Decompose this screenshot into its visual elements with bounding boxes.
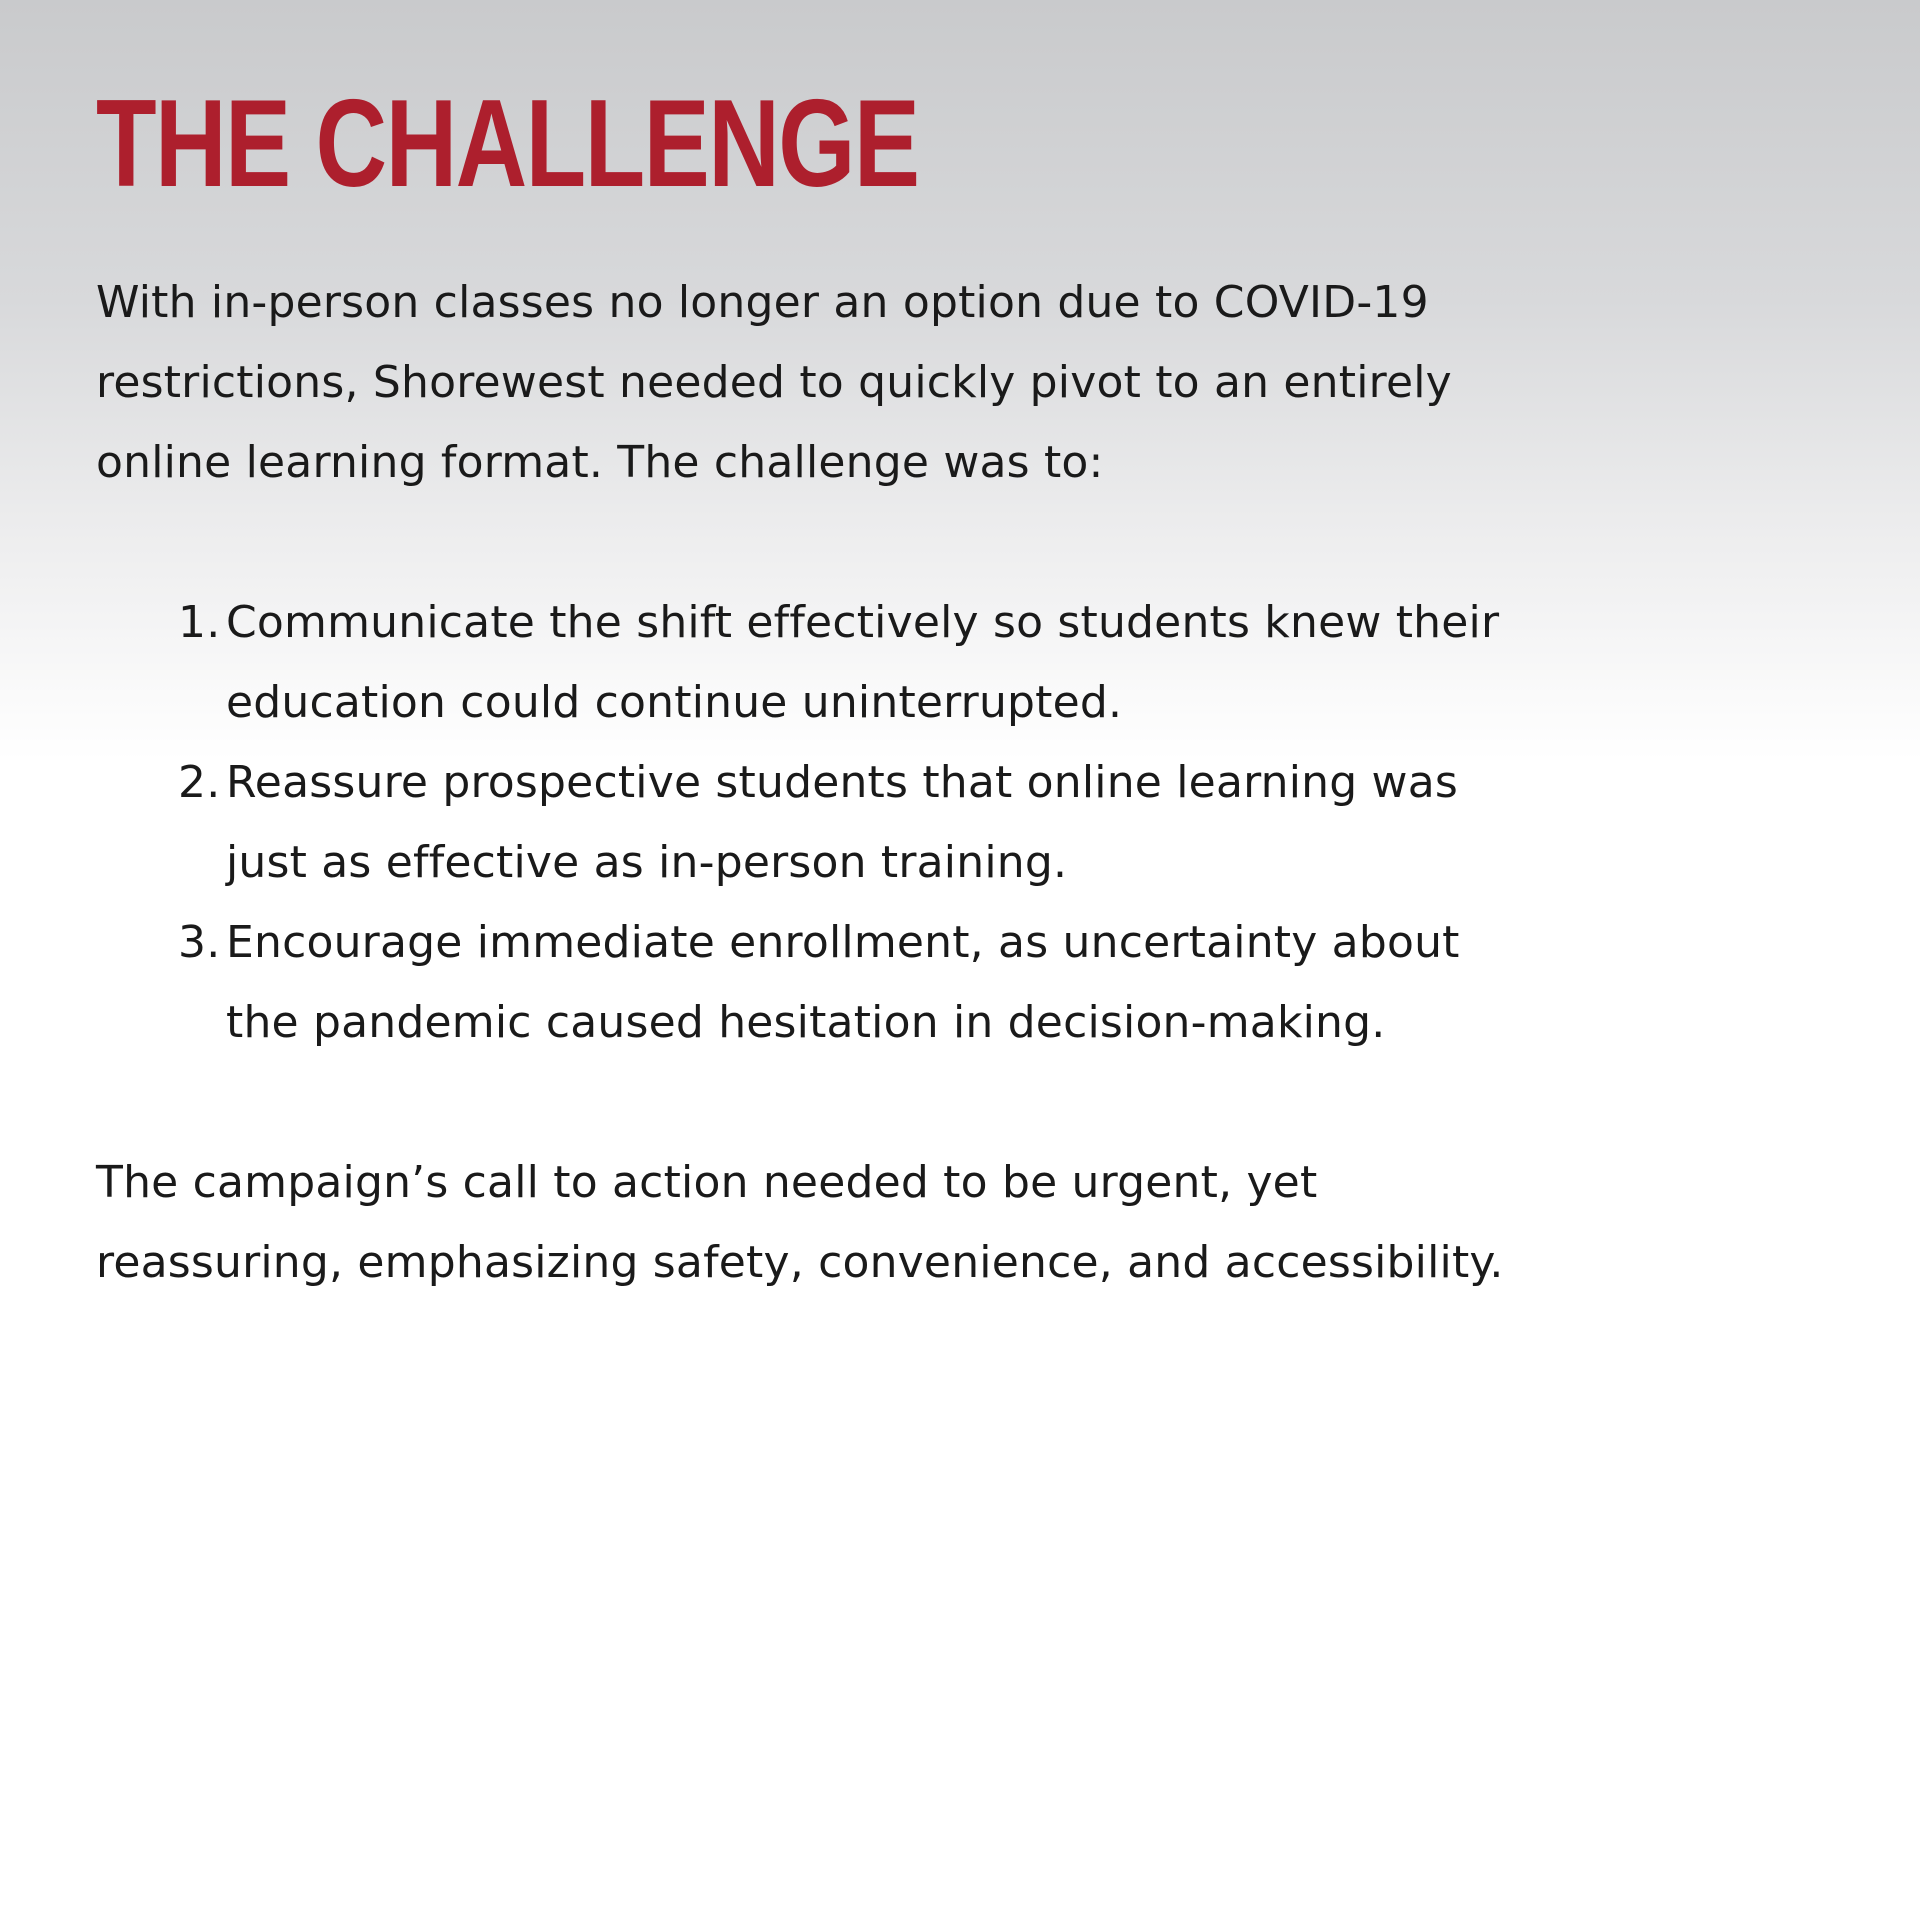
list-item-line: the pandemic caused hesitation in decision-making.: [226, 997, 1386, 1048]
list-item-line: just as effective as in-person training.: [226, 837, 1068, 888]
intro-line: restrictions, Shorewest needed to quickly pivot to an entirely: [96, 357, 1452, 408]
challenge-page: [96, 0, 1656, 1920]
list-item: [178, 583, 1499, 743]
page-title: THE CHALLENGE: [96, 75, 919, 213]
intro-line: online learning format. The challenge was to:: [96, 437, 1104, 488]
list-number: 1.: [178, 597, 221, 648]
list-number: 2.: [178, 757, 221, 808]
list-item: [178, 743, 1499, 903]
intro-paragraph: [96, 263, 1656, 503]
outro-paragraph: [96, 1143, 1656, 1303]
outro-line: The campaign’s call to action needed to be urgent, yet: [96, 1157, 1318, 1208]
list-item-line: Reassure prospective students that online learning was: [226, 757, 1459, 808]
list-number: 3.: [178, 917, 221, 968]
list-item-line: education could continue uninterrupted.: [226, 677, 1123, 728]
intro-line: With in-person classes no longer an option due to COVID-19: [96, 277, 1429, 328]
challenge-list: [178, 583, 1499, 1063]
list-item-line: Communicate the shift effectively so students knew their: [226, 597, 1500, 648]
list-item-line: Encourage immediate enrollment, as uncertainty about: [226, 917, 1460, 968]
list-item: [178, 903, 1499, 1063]
outro-line: reassuring, emphasizing safety, convenience, and accessibility.: [96, 1237, 1504, 1288]
